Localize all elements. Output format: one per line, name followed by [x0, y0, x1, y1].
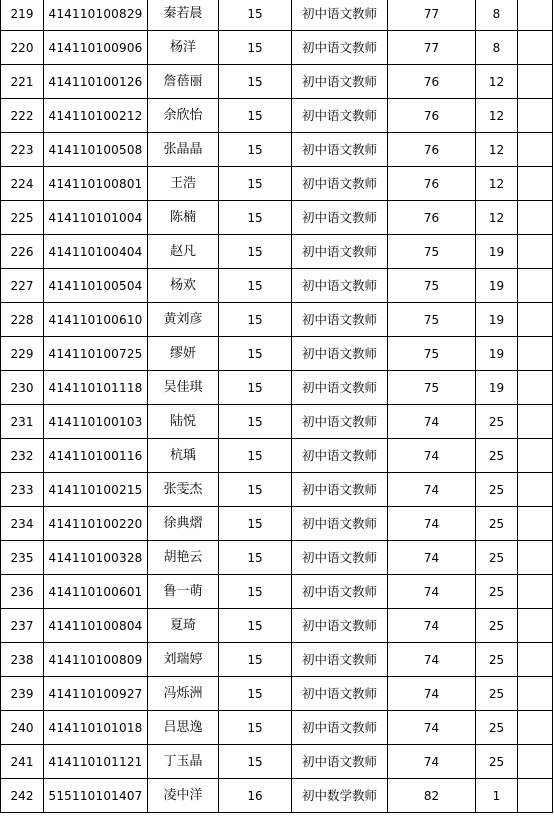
position-title-cell: 初中语文教师	[292, 711, 388, 745]
candidate-id-cell: 414110100804	[44, 609, 148, 643]
table-row	[1, 0, 553, 31]
position-code-cell: 15	[219, 507, 292, 541]
table-row	[1, 779, 553, 813]
candidate-name-cell: 秦若晨	[148, 0, 219, 31]
note-cell	[518, 711, 553, 745]
rank-cell: 12	[476, 167, 518, 201]
table-row	[1, 303, 553, 337]
score-cell: 75	[388, 337, 476, 371]
note-cell	[518, 133, 553, 167]
candidate-name-cell: 胡艳云	[148, 541, 219, 575]
candidate-id-cell: 414110101004	[44, 201, 148, 235]
candidate-name-cell: 夏琦	[148, 609, 219, 643]
position-code-cell: 15	[219, 337, 292, 371]
position-title-cell: 初中语文教师	[292, 439, 388, 473]
note-cell	[518, 31, 553, 65]
candidate-name-cell: 徐典熠	[148, 507, 219, 541]
score-cell: 75	[388, 235, 476, 269]
note-cell	[518, 201, 553, 235]
score-cell: 74	[388, 609, 476, 643]
rank-cell: 25	[476, 711, 518, 745]
position-title-cell: 初中语文教师	[292, 745, 388, 779]
row-number-cell: 239	[1, 677, 44, 711]
score-cell: 74	[388, 439, 476, 473]
candidate-name-cell: 杨欢	[148, 269, 219, 303]
score-cell: 77	[388, 31, 476, 65]
position-code-cell: 15	[219, 371, 292, 405]
row-number-cell: 230	[1, 371, 44, 405]
score-cell: 76	[388, 65, 476, 99]
table-row	[1, 133, 553, 167]
results-table-body	[1, 0, 553, 813]
candidate-id-cell: 414110101121	[44, 745, 148, 779]
rank-cell: 19	[476, 269, 518, 303]
position-code-cell: 15	[219, 439, 292, 473]
row-number-cell: 240	[1, 711, 44, 745]
score-cell: 74	[388, 575, 476, 609]
position-title-cell: 初中语文教师	[292, 235, 388, 269]
candidate-name-cell: 杨洋	[148, 31, 219, 65]
rank-cell: 12	[476, 99, 518, 133]
candidate-id-cell: 414110100801	[44, 167, 148, 201]
row-number-cell: 229	[1, 337, 44, 371]
position-code-cell: 15	[219, 745, 292, 779]
position-title-cell: 初中语文教师	[292, 65, 388, 99]
table-row	[1, 405, 553, 439]
row-number-cell: 219	[1, 0, 44, 31]
position-code-cell: 15	[219, 31, 292, 65]
row-number-cell: 226	[1, 235, 44, 269]
candidate-id-cell: 414110100328	[44, 541, 148, 575]
table-row	[1, 269, 553, 303]
score-cell: 74	[388, 405, 476, 439]
candidate-id-cell: 414110100829	[44, 0, 148, 31]
position-title-cell: 初中语文教师	[292, 609, 388, 643]
note-cell	[518, 779, 553, 813]
candidate-name-cell: 张晶晶	[148, 133, 219, 167]
page-bottom-margin	[0, 823, 554, 829]
position-code-cell: 15	[219, 609, 292, 643]
candidate-id-cell: 414110100126	[44, 65, 148, 99]
score-cell: 74	[388, 745, 476, 779]
score-cell: 74	[388, 643, 476, 677]
position-code-cell: 15	[219, 133, 292, 167]
candidate-id-cell: 414110101118	[44, 371, 148, 405]
table-row	[1, 371, 553, 405]
position-title-cell: 初中语文教师	[292, 507, 388, 541]
candidate-name-cell: 张雯杰	[148, 473, 219, 507]
position-title-cell: 初中语文教师	[292, 337, 388, 371]
position-code-cell: 15	[219, 167, 292, 201]
candidate-name-cell: 鲁一萌	[148, 575, 219, 609]
position-title-cell: 初中语文教师	[292, 643, 388, 677]
rank-cell: 8	[476, 31, 518, 65]
candidate-name-cell: 缪妍	[148, 337, 219, 371]
score-cell: 74	[388, 473, 476, 507]
row-number-cell: 231	[1, 405, 44, 439]
note-cell	[518, 575, 553, 609]
score-cell: 76	[388, 201, 476, 235]
rank-cell: 19	[476, 235, 518, 269]
position-code-cell: 15	[219, 677, 292, 711]
rank-cell: 25	[476, 609, 518, 643]
note-cell	[518, 371, 553, 405]
row-number-cell: 232	[1, 439, 44, 473]
candidate-name-cell: 冯烁洲	[148, 677, 219, 711]
candidate-id-cell: 414110100116	[44, 439, 148, 473]
note-cell	[518, 99, 553, 133]
position-code-cell: 15	[219, 711, 292, 745]
candidate-name-cell: 黄刘彦	[148, 303, 219, 337]
position-code-cell: 15	[219, 643, 292, 677]
candidate-name-cell: 凌中洋	[148, 779, 219, 813]
rank-cell: 25	[476, 745, 518, 779]
note-cell	[518, 677, 553, 711]
note-cell	[518, 337, 553, 371]
rank-cell: 25	[476, 541, 518, 575]
position-code-cell: 15	[219, 473, 292, 507]
score-cell: 75	[388, 269, 476, 303]
rank-cell: 12	[476, 133, 518, 167]
candidate-id-cell: 515110101407	[44, 779, 148, 813]
position-code-cell: 15	[219, 405, 292, 439]
score-cell: 76	[388, 167, 476, 201]
note-cell	[518, 405, 553, 439]
score-cell: 74	[388, 541, 476, 575]
table-row	[1, 337, 553, 371]
score-cell: 74	[388, 507, 476, 541]
candidate-id-cell: 414110100215	[44, 473, 148, 507]
row-number-cell: 237	[1, 609, 44, 643]
candidate-id-cell: 414110100927	[44, 677, 148, 711]
note-cell	[518, 167, 553, 201]
position-title-cell: 初中语文教师	[292, 575, 388, 609]
rank-cell: 25	[476, 473, 518, 507]
table-row	[1, 439, 553, 473]
note-cell	[518, 439, 553, 473]
position-title-cell: 初中语文教师	[292, 473, 388, 507]
row-number-cell: 220	[1, 31, 44, 65]
note-cell	[518, 541, 553, 575]
row-number-cell: 224	[1, 167, 44, 201]
rank-cell: 19	[476, 337, 518, 371]
row-number-cell: 225	[1, 201, 44, 235]
candidate-id-cell: 414110100212	[44, 99, 148, 133]
row-number-cell: 238	[1, 643, 44, 677]
candidate-id-cell: 414110100103	[44, 405, 148, 439]
rank-cell: 8	[476, 0, 518, 31]
candidate-name-cell: 余欣怡	[148, 99, 219, 133]
candidate-id-cell: 414110100601	[44, 575, 148, 609]
candidate-id-cell: 414110100906	[44, 31, 148, 65]
position-title-cell: 初中语文教师	[292, 677, 388, 711]
position-title-cell: 初中语文教师	[292, 0, 388, 31]
rank-cell: 1	[476, 779, 518, 813]
table-row	[1, 609, 553, 643]
score-cell: 74	[388, 677, 476, 711]
rank-cell: 25	[476, 439, 518, 473]
position-title-cell: 初中语文教师	[292, 269, 388, 303]
position-title-cell: 初中语文教师	[292, 31, 388, 65]
candidate-id-cell: 414110101018	[44, 711, 148, 745]
position-title-cell: 初中语文教师	[292, 133, 388, 167]
position-code-cell: 15	[219, 303, 292, 337]
candidate-name-cell: 刘瑞婷	[148, 643, 219, 677]
position-code-cell: 15	[219, 235, 292, 269]
table-row	[1, 575, 553, 609]
row-number-cell: 227	[1, 269, 44, 303]
table-row	[1, 507, 553, 541]
table-row	[1, 167, 553, 201]
candidate-name-cell: 詹蓓丽	[148, 65, 219, 99]
table-row	[1, 643, 553, 677]
rank-cell: 19	[476, 371, 518, 405]
position-code-cell: 15	[219, 0, 292, 31]
score-cell: 77	[388, 0, 476, 31]
note-cell	[518, 609, 553, 643]
candidate-name-cell: 吕思逸	[148, 711, 219, 745]
position-title-cell: 初中语文教师	[292, 371, 388, 405]
candidate-id-cell: 414110100504	[44, 269, 148, 303]
candidate-name-cell: 陆悦	[148, 405, 219, 439]
table-row	[1, 201, 553, 235]
rank-cell: 25	[476, 507, 518, 541]
position-title-cell: 初中语文教师	[292, 405, 388, 439]
candidate-id-cell: 414110100404	[44, 235, 148, 269]
score-cell: 76	[388, 133, 476, 167]
position-code-cell: 16	[219, 779, 292, 813]
score-cell: 74	[388, 711, 476, 745]
candidate-id-cell: 414110100725	[44, 337, 148, 371]
row-number-cell: 221	[1, 65, 44, 99]
rank-cell: 25	[476, 677, 518, 711]
note-cell	[518, 507, 553, 541]
candidate-name-cell: 杭瑀	[148, 439, 219, 473]
row-number-cell: 236	[1, 575, 44, 609]
table-row	[1, 235, 553, 269]
candidate-name-cell: 吴佳琪	[148, 371, 219, 405]
position-code-cell: 15	[219, 65, 292, 99]
row-number-cell: 228	[1, 303, 44, 337]
rank-cell: 19	[476, 303, 518, 337]
position-code-cell: 15	[219, 575, 292, 609]
table-row	[1, 99, 553, 133]
row-number-cell: 222	[1, 99, 44, 133]
rank-cell: 12	[476, 65, 518, 99]
note-cell	[518, 303, 553, 337]
score-cell: 75	[388, 371, 476, 405]
score-cell: 82	[388, 779, 476, 813]
candidate-name-cell: 赵凡	[148, 235, 219, 269]
position-code-cell: 15	[219, 99, 292, 133]
position-code-cell: 15	[219, 541, 292, 575]
table-row	[1, 711, 553, 745]
candidate-id-cell: 414110100809	[44, 643, 148, 677]
candidate-id-cell: 414110100220	[44, 507, 148, 541]
note-cell	[518, 473, 553, 507]
row-number-cell: 241	[1, 745, 44, 779]
candidate-id-cell: 414110100610	[44, 303, 148, 337]
candidate-name-cell: 王浩	[148, 167, 219, 201]
position-title-cell: 初中语文教师	[292, 167, 388, 201]
row-number-cell: 235	[1, 541, 44, 575]
rank-cell: 25	[476, 405, 518, 439]
note-cell	[518, 65, 553, 99]
rank-cell: 12	[476, 201, 518, 235]
row-number-cell: 234	[1, 507, 44, 541]
position-title-cell: 初中语文教师	[292, 201, 388, 235]
position-code-cell: 15	[219, 201, 292, 235]
table-row	[1, 541, 553, 575]
rank-cell: 25	[476, 643, 518, 677]
note-cell	[518, 745, 553, 779]
position-title-cell: 初中数学教师	[292, 779, 388, 813]
candidate-name-cell: 陈楠	[148, 201, 219, 235]
note-cell	[518, 643, 553, 677]
table-row	[1, 677, 553, 711]
table-row	[1, 65, 553, 99]
table-row	[1, 31, 553, 65]
candidate-id-cell: 414110100508	[44, 133, 148, 167]
note-cell	[518, 235, 553, 269]
table-row	[1, 745, 553, 779]
position-title-cell: 初中语文教师	[292, 99, 388, 133]
row-number-cell: 223	[1, 133, 44, 167]
table-row	[1, 473, 553, 507]
row-number-cell: 233	[1, 473, 44, 507]
note-cell	[518, 0, 553, 31]
row-number-cell: 242	[1, 779, 44, 813]
rank-cell: 25	[476, 575, 518, 609]
note-cell	[518, 269, 553, 303]
score-cell: 76	[388, 99, 476, 133]
position-title-cell: 初中语文教师	[292, 541, 388, 575]
position-title-cell: 初中语文教师	[292, 303, 388, 337]
position-code-cell: 15	[219, 269, 292, 303]
score-cell: 75	[388, 303, 476, 337]
candidate-name-cell: 丁玉晶	[148, 745, 219, 779]
